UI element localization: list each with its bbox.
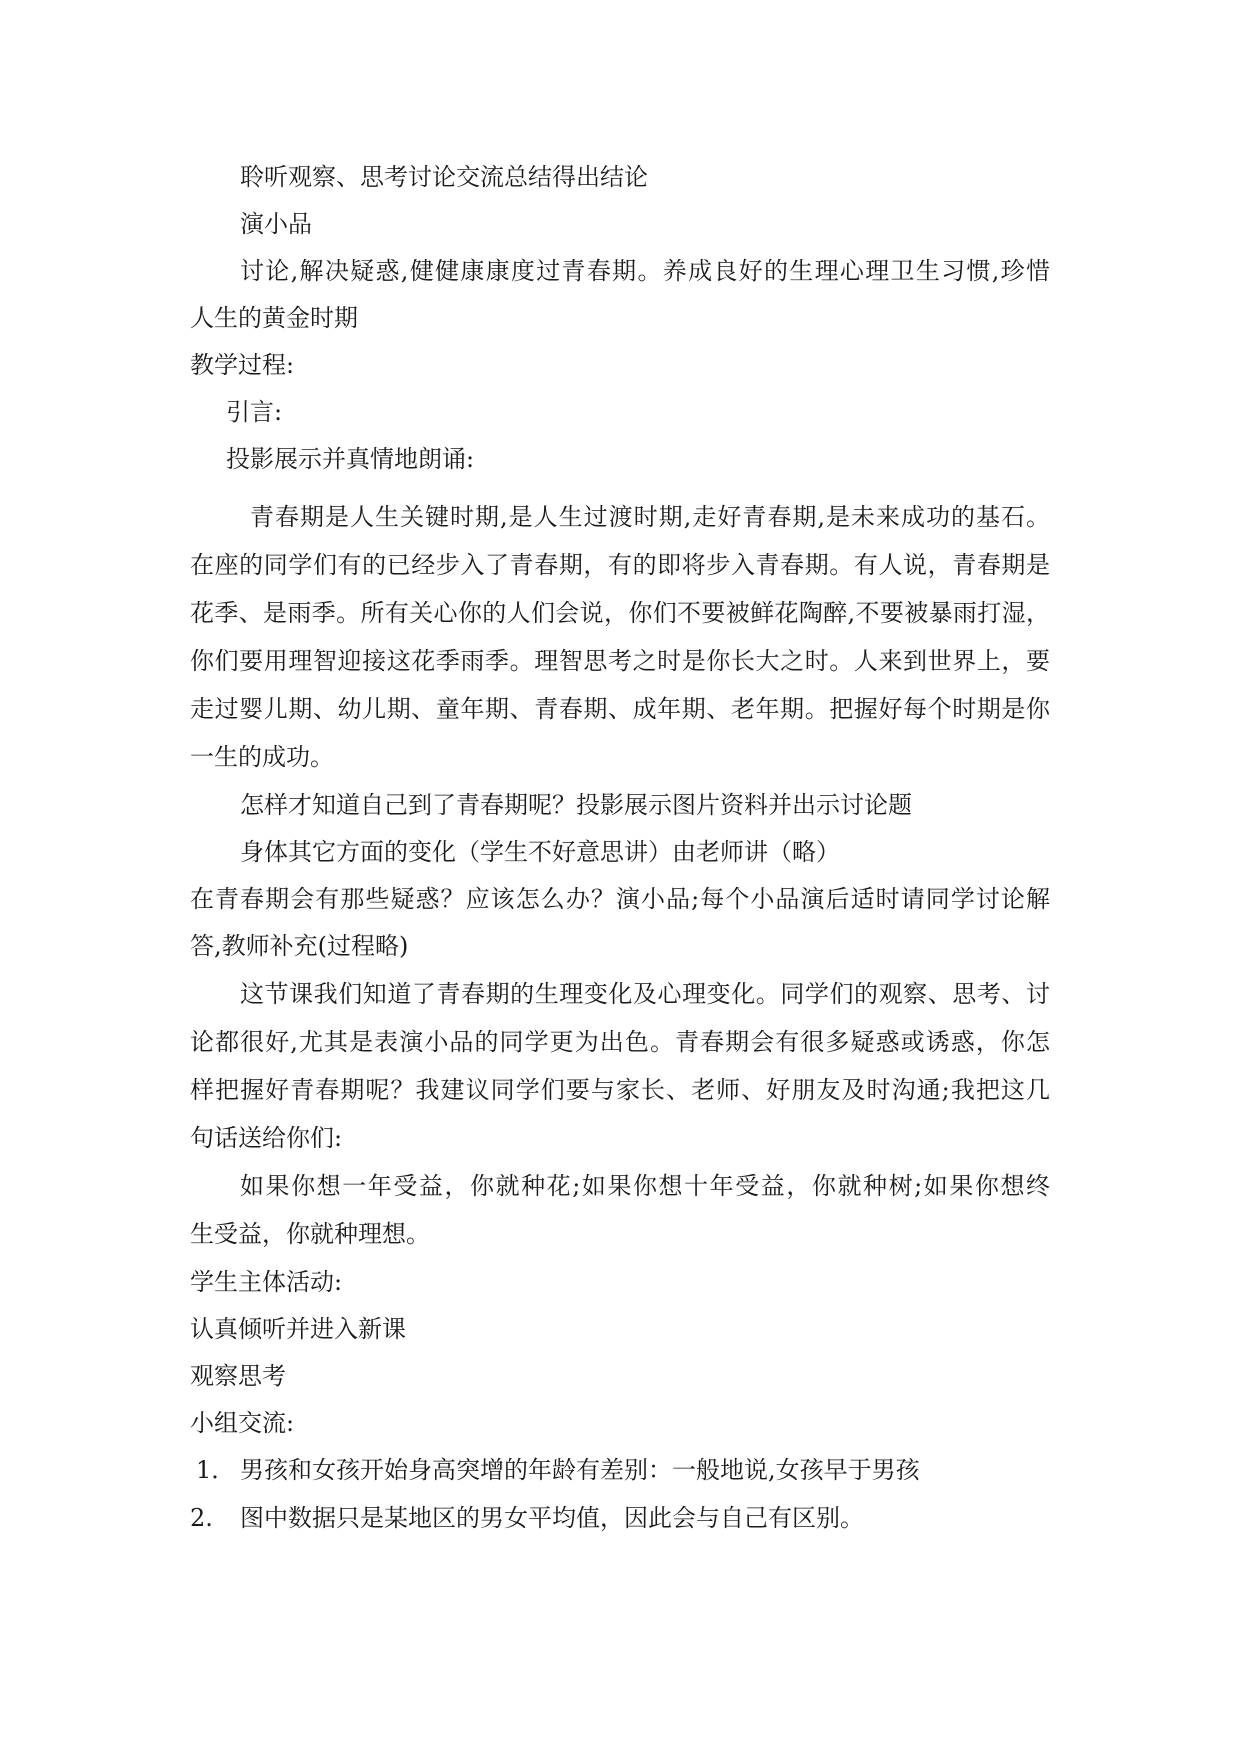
text-line: 引言: — [226, 398, 283, 426]
text-line: 怎样才知道自己到了青春期呢？投影展示图片资料并出示讨论题 — [240, 791, 912, 819]
text-line: 句话送给你们: — [190, 1124, 343, 1152]
text-line: 花季、是雨季。所有关心你的人们会说，你们不要被鲜花陶醉,不要被暴雨打湿， — [190, 599, 1050, 627]
text-line: 样把握好青春期呢？我建议同学们要与家长、老师、好朋友及时沟通;我把这几 — [190, 1076, 1050, 1104]
text-line: 在青春期会有那些疑惑？应该怎么办？演小品;每个小品演后适时请同学讨论解 — [190, 885, 1050, 913]
text-line: 认真倾听并进入新课 — [190, 1315, 406, 1343]
text-line: 如果你想一年受益，你就种花;如果你想十年受益，你就种树;如果你想终 — [240, 1172, 1050, 1200]
text-line: 观察思考 — [190, 1362, 286, 1390]
text-line: 青春期是人生关键时期,是人生过渡时期,走好青春期,是未来成功的基石。 — [250, 503, 1050, 531]
text-line: 这节课我们知道了青春期的生理变化及心理变化。同学们的观察、思考、讨 — [240, 980, 1050, 1008]
text-line: 你们要用理智迎接这花季雨季。理智思考之时是你长大之时。人来到世界上，要 — [190, 647, 1050, 675]
text-line: 一生的成功。 — [190, 743, 334, 771]
text-line: 投影展示并真情地朗诵: — [226, 445, 475, 473]
text-line: 答,教师补充(过程略) — [190, 932, 409, 960]
text-line: 聆听观察、思考讨论交流总结得出结论 — [240, 163, 648, 191]
text-line: 演小品 — [240, 210, 312, 238]
section-heading: 学生主体活动: — [190, 1268, 343, 1296]
text-line: 在座的同学们有的已经步入了青春期，有的即将步入青春期。有人说，青春期是 — [190, 551, 1050, 579]
text-line: 人生的黄金时期 — [190, 304, 358, 332]
text-line: 论都很好,尤其是表演小品的同学更为出色。青春期会有很多疑惑或诱惑，你怎 — [190, 1028, 1050, 1056]
text-line: 走过婴儿期、幼儿期、童年期、青春期、成年期、老年期。把握好每个时期是你 — [190, 695, 1050, 723]
list-number: 1． — [196, 1456, 236, 1484]
section-heading: 教学过程: — [190, 351, 295, 379]
text-line: 小组交流: — [190, 1409, 295, 1437]
list-text: 男孩和女孩开始身高突增的年龄有差别：一般地说,女孩早于男孩 — [240, 1456, 920, 1484]
text-line: 讨论,解决疑惑,健健康康度过青春期。养成良好的生理心理卫生习惯,珍惜 — [240, 257, 1050, 285]
text-line: 生受益，你就种理想。 — [190, 1220, 430, 1248]
list-text: 图中数据只是某地区的男女平均值，因此会与自己有区别。 — [240, 1504, 864, 1532]
list-number: 2. — [190, 1504, 213, 1532]
text-line: 身体其它方面的变化（学生不好意思讲）由老师讲（略） — [240, 838, 840, 866]
